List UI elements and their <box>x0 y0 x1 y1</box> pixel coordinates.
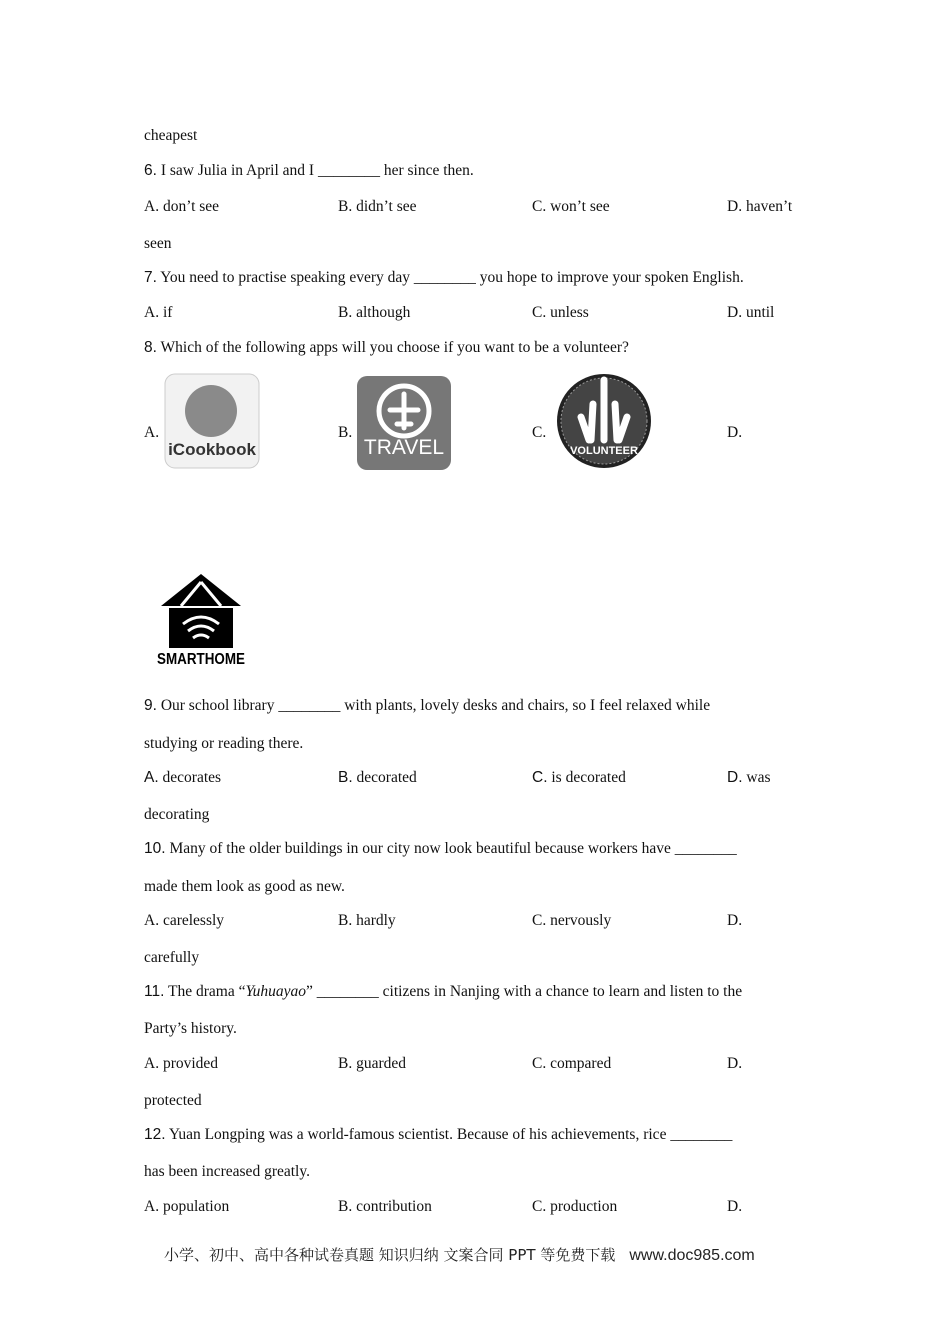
smarthome-logo <box>155 572 247 668</box>
question-number: 10. <box>144 840 166 857</box>
prev-answer-tail: cheapest <box>144 127 198 144</box>
option-wrap: seen <box>144 235 172 252</box>
option-letter: D. <box>727 769 743 786</box>
option-d: D. haven’t <box>727 198 793 215</box>
option-a: A. provided <box>144 1055 219 1072</box>
option-d <box>727 768 770 788</box>
option-wrap: protected <box>144 1092 202 1109</box>
option-letter: B. <box>338 769 353 786</box>
option-c: C. production <box>532 1198 618 1215</box>
option-c: C. <box>532 424 547 441</box>
question-text: I saw Julia in April and I ________ her since then. <box>156 162 474 179</box>
option-text: is decorated <box>547 769 626 786</box>
option-d: D. until <box>727 304 775 321</box>
option-b: B. although <box>338 304 411 321</box>
option-letter: C. <box>532 769 548 786</box>
question-10 <box>144 839 737 859</box>
question-number: 7. <box>144 269 157 286</box>
question-number: 8. <box>144 339 157 356</box>
option-d: D. <box>727 912 743 929</box>
question-text: You need to practise speaking every day ________ you hope to improve your spoken English. <box>156 269 744 286</box>
option-b: B. <box>338 424 353 441</box>
question-text-cont: Party’s history. <box>144 1020 237 1037</box>
question-number: 12. <box>144 1126 166 1143</box>
page-footer <box>164 1244 755 1265</box>
option-b: B. contribution <box>338 1198 432 1215</box>
travel-logo <box>357 376 451 470</box>
option-a: A. <box>144 424 160 441</box>
option-a: A. carelessly <box>144 912 225 929</box>
question-number: 11. <box>144 983 165 1000</box>
option-a: A. don’t see <box>144 198 220 215</box>
question-text: Many of the older buildings in our city now look beautiful because workers have ________ <box>165 840 737 857</box>
question-7 <box>144 268 744 288</box>
option-b <box>338 768 417 788</box>
question-text: Our school library ________ with plants, lovely desks and chairs, so I feel relaxed while <box>156 697 711 714</box>
svg-text:VOLUNTEER: VOLUNTEER <box>570 445 638 457</box>
question-6 <box>144 161 474 181</box>
question-11 <box>144 982 742 1002</box>
option-text: was <box>742 769 771 786</box>
option-b: B. didn’t see <box>338 198 417 215</box>
option-c: C. unless <box>532 304 589 321</box>
question-text: Which of the following apps will you choose if you want to be a volunteer? <box>156 339 629 356</box>
option-d: D. <box>727 1055 743 1072</box>
option-c: C. won’t see <box>532 198 610 215</box>
footer-url: www.doc985.com <box>629 1247 755 1264</box>
option-c <box>532 768 626 788</box>
svg-text:SMARTHOME: SMARTHOME <box>157 651 246 668</box>
drama-title: Yuhuayao <box>245 983 307 1000</box>
question-text-cont: has been increased greatly. <box>144 1163 310 1180</box>
question-number: 9. <box>144 697 157 714</box>
option-c: C. nervously <box>532 912 612 929</box>
option-b: B. hardly <box>338 912 396 929</box>
option-d: D. <box>727 1198 743 1215</box>
option-a: A. population <box>144 1198 230 1215</box>
option-wrap: decorating <box>144 806 210 823</box>
question-text: ” ________ citizens in Nanjing with a chance to learn and listen to the <box>306 983 743 1000</box>
question-number: 6. <box>144 162 157 179</box>
option-b: B. guarded <box>338 1055 407 1072</box>
question-text: The drama “ <box>164 983 246 1000</box>
option-wrap: carefully <box>144 949 200 966</box>
option-text: decorates <box>158 769 222 786</box>
question-12 <box>144 1125 732 1145</box>
svg-text:iCookbook: iCookbook <box>168 440 256 459</box>
question-text: Yuan Longping was a world-famous scientist. Because of his achievements, rice ________ <box>165 1126 733 1143</box>
question-text-cont: studying or reading there. <box>144 735 304 752</box>
icookbook-logo <box>164 373 260 469</box>
footer-text: 小学、初中、高中各种试卷真题 知识归纳 文案合同 PPT 等免费下载 <box>164 1246 616 1264</box>
option-a: A. if <box>144 304 173 321</box>
svg-text:TRAVEL: TRAVEL <box>363 436 445 459</box>
question-9 <box>144 696 710 716</box>
option-a <box>144 768 221 788</box>
option-text: decorated <box>352 769 417 786</box>
question-8 <box>144 338 629 358</box>
question-text-cont: made them look as good as new. <box>144 878 345 895</box>
option-c: C. compared <box>532 1055 612 1072</box>
option-d: D. <box>727 424 743 441</box>
option-letter: A. <box>144 769 159 786</box>
volunteer-logo <box>555 372 653 470</box>
